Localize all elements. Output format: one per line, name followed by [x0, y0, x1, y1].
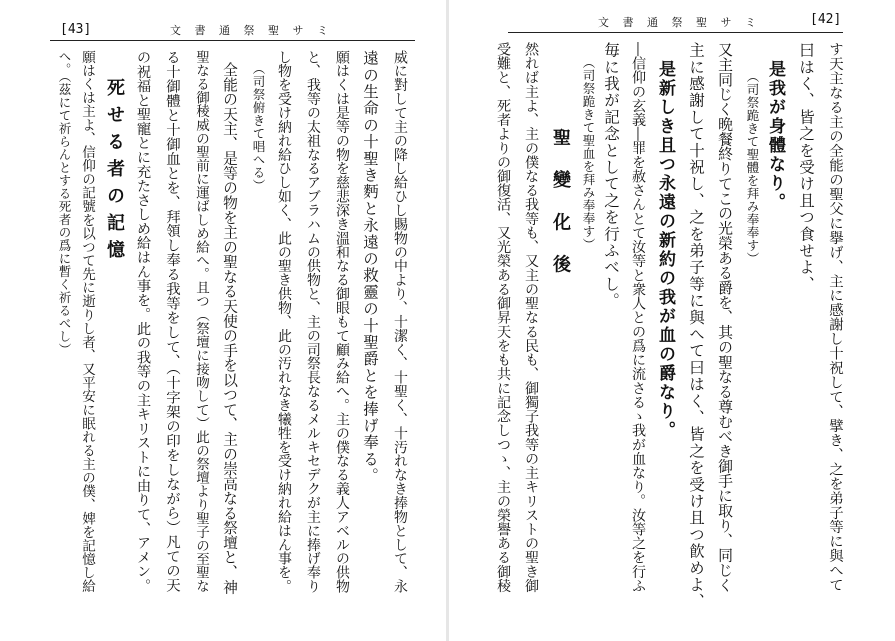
text-column: 全能の天主、是等の物を主の聖なる天使の手を以つて、主の崇高なる祭壇と、神 — [221, 62, 238, 595]
text-column: ―信仰の玄義―罪を赦さんとて汝等と衆人との爲に流さるゝ我が血なり。汝等之を行ふ — [630, 42, 646, 593]
text-column: 主に感謝して十祝し、之を弟子等に與へて曰はく、皆之を受け且つ飮めよ、 — [687, 42, 705, 610]
left-page — [0, 0, 447, 641]
text-column: 受難と、死者よりの御復活、又光榮ある御昇天をも共に記念しつゝ、主の榮譽ある御稜 — [495, 42, 511, 593]
page-number: [43] — [60, 22, 92, 37]
consecration-words: 是新しき且つ永遠の新約の我が血の爵なり。 — [655, 60, 675, 440]
text-column: 又主同じく晩餐終りてこの光榮ある爵を、其の聖なる尊むべき御手に取り、同じく — [716, 42, 734, 593]
header-rule — [50, 40, 415, 41]
text-column: と、我等の太祖なるアブラハムの供物と、主の司祭長なるメルキセデクが主に捧げ奉り — [304, 50, 320, 594]
text-column: 威に對して主の降し給ひし賜物の中より、十潔く、十聖く、十汚れなき捧物として、永 — [391, 50, 407, 594]
header-rule — [508, 32, 843, 33]
text-column: す天主なる主の全能の聖父に擧げ、主に感謝し十祝して、擘き、之を弟子等に與へて — [827, 42, 843, 592]
text-column: の祝福と聖寵とに充たさしめ給はん事を。此の我等の主キリストに由りて、アメン。 — [135, 50, 151, 593]
right-page — [448, 0, 895, 641]
page-number: [42] — [810, 12, 842, 27]
text-column: 曰はく、皆之を受け且つ食せよ、 — [797, 42, 815, 293]
text-column: 遠の生命の十聖き麪と永遠の救靈の十聖爵とを捧げ奉る。 — [361, 50, 379, 485]
running-header: 文 書 通 祭 聖 サ ミ — [598, 16, 761, 29]
rubric: （司祭跪きて聖血を拜み奉奉す） — [581, 56, 596, 251]
consecration-words: 是我が身體なり。 — [765, 60, 785, 212]
running-header: 文 書 通 祭 聖 サ ミ — [170, 24, 333, 37]
rubric: （司祭俯きて唱へる） — [251, 62, 266, 192]
rubric: （司祭跪きて聖體を拜み奉奉す） — [745, 70, 760, 265]
text-column: へ。（茲にて祈らんとする死者の爲に暫く祈るべし） — [57, 50, 72, 356]
text-column: し物を受け納れ給ひし如く、此の聖き供物、此の汚れなき犧牲を受け納れ給はん事を。 — [275, 50, 291, 594]
text-column: 願はくは是等の物を慈悲深き溫和なる御眼もて顧み給へ。主の僕なる義人アベルの供物 — [333, 50, 349, 594]
section-heading: 死せる者の記憶 — [104, 78, 125, 267]
text-column: る十御體と十御血とを、拜領し奉る我等をして、（十字架の印をしながら）凡ての天 — [164, 50, 180, 593]
text-column: 聖なる御稜威の聖前に運ばしめ給へ。且つ（祭壇に接吻して）此の祭壇より聖子の至聖な — [193, 50, 209, 593]
text-column: 然れば主よ、主の僕なる我等も、又主の聖なる民も、御獨子我等の主キリストの聖き御 — [523, 42, 539, 593]
section-heading: 聖 變 化 後 — [550, 128, 571, 282]
text-column: 願はくは主よ、信仰の記號を以つて先に逝りし者、又平安に眠れる主の僕、婢を記憶し給 — [79, 50, 95, 593]
text-column: 毎に我が記念として之を行ふべし。 — [602, 42, 620, 310]
